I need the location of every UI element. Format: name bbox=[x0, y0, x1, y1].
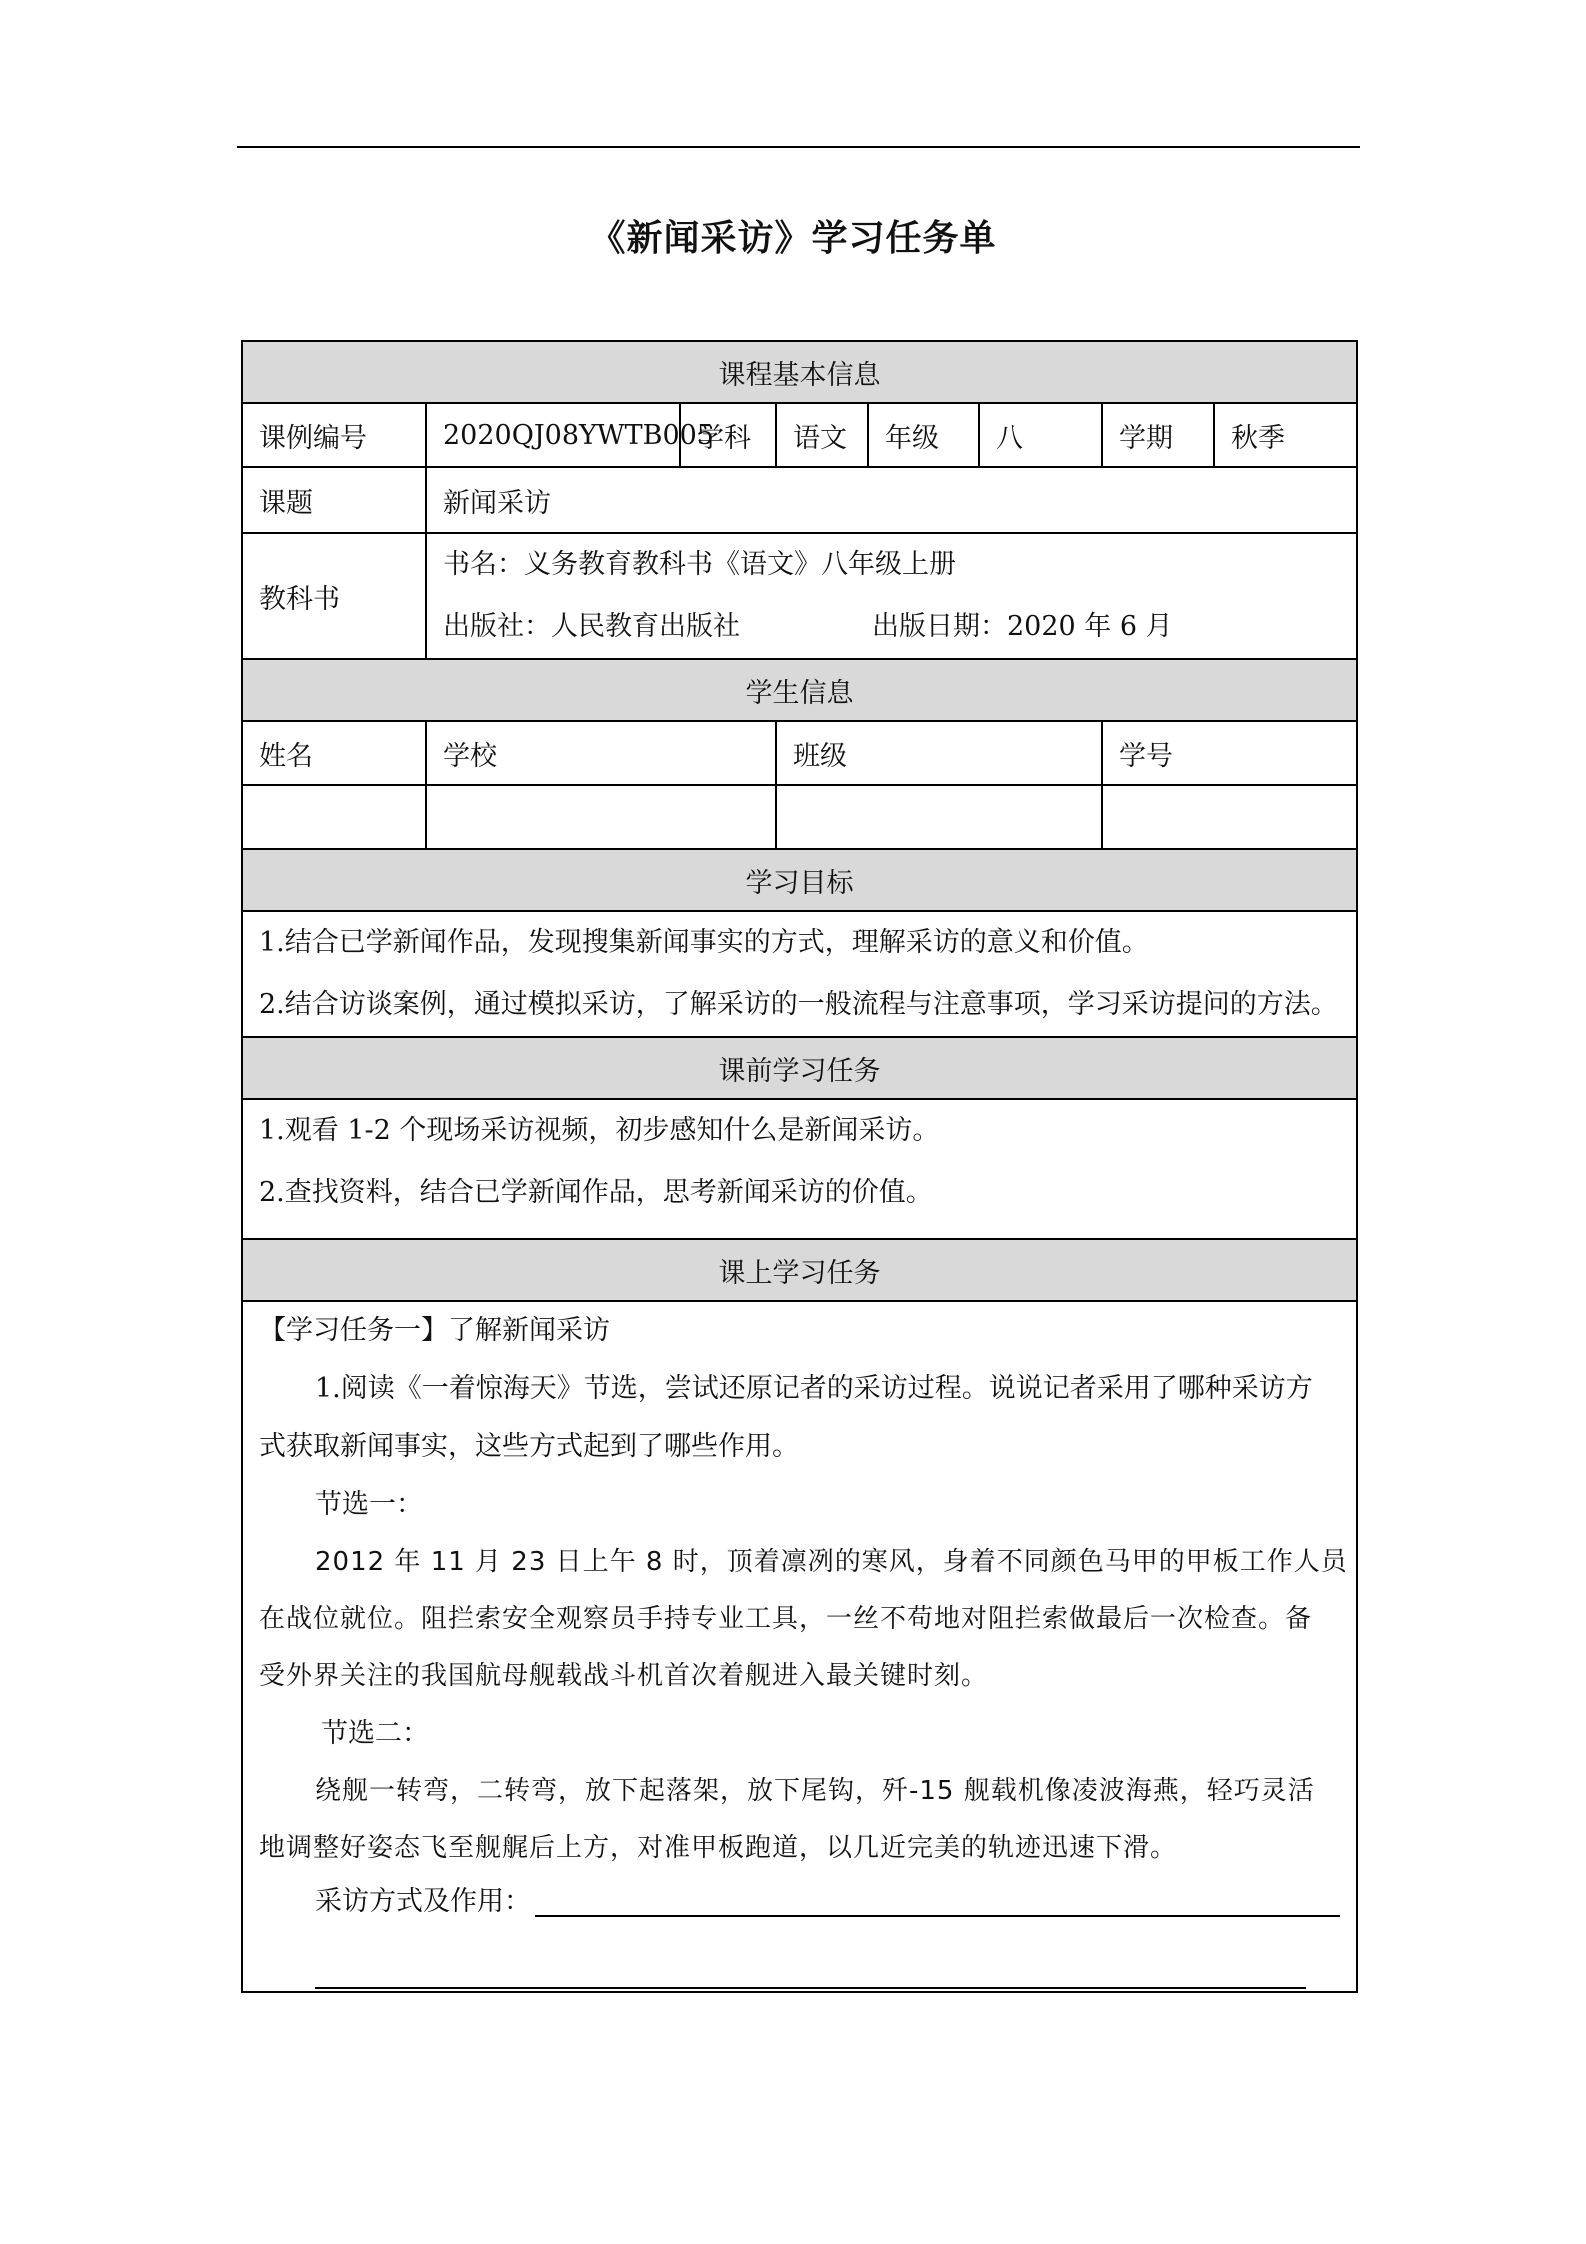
grade-label: 年级 bbox=[868, 403, 979, 467]
topic-row bbox=[242, 467, 1357, 533]
excerpt-1-line: 受外界关注的我国航母舰载战斗机首次着舰进入最关键时刻。 bbox=[259, 1661, 989, 1691]
question-1-line-1: 1.阅读《一着惊海天》节选，尝试还原记者的采访过程。说说记者采用了哪种采访方 bbox=[315, 1373, 1313, 1404]
textbook-label: 教科书 bbox=[242, 533, 426, 659]
goals-list bbox=[242, 911, 1357, 1037]
excerpt-2-line: 地调整好姿态飞至舰艉后上方，对准甲板跑道，以几近完美的轨迹迅速下滑。 bbox=[259, 1833, 1178, 1863]
term-value: 秋季 bbox=[1214, 403, 1357, 467]
excerpt-1-label: 节选一： bbox=[315, 1489, 423, 1520]
pre-class-list bbox=[242, 1099, 1357, 1239]
student-input-row bbox=[242, 785, 1357, 849]
course-info-header-row bbox=[242, 341, 1357, 403]
answer-row-2 bbox=[259, 1935, 1340, 1991]
student-label-row bbox=[242, 721, 1357, 785]
student-info-header-row bbox=[242, 659, 1357, 721]
student-id-field[interactable] bbox=[1102, 785, 1357, 849]
course-meta-row bbox=[242, 403, 1357, 467]
excerpt-1-line: 在战位就位。阻拦索安全观察员手持专业工具，一丝不苟地对阻拦索做最后一次检查。备 bbox=[259, 1604, 1313, 1634]
answer-blank-line-2[interactable] bbox=[315, 1986, 1306, 1989]
task-title: 【学习任务一】了解新闻采访 bbox=[259, 1315, 610, 1346]
class-label: 班级 bbox=[776, 721, 1102, 785]
student-info-header: 学生信息 bbox=[242, 659, 1357, 721]
book-name: 书名：义务教育教科书《语文》八年级上册 bbox=[443, 549, 956, 580]
student-id-label: 学号 bbox=[1102, 721, 1357, 785]
pre-class-header-row bbox=[242, 1037, 1357, 1099]
question-1-line-2: 式获取新闻事实，这些方式起到了哪些作用。 bbox=[259, 1431, 799, 1462]
school-label: 学校 bbox=[426, 721, 776, 785]
grade-value: 八 bbox=[979, 403, 1102, 467]
answer-blank-line-1[interactable] bbox=[535, 1914, 1340, 1917]
school-field[interactable] bbox=[426, 785, 776, 849]
publisher-line bbox=[443, 596, 1340, 658]
pre-class-row bbox=[242, 1099, 1357, 1239]
goal-item: 2.结合访谈案例，通过模拟采访，了解采访的一般流程与注意事项，学习采访提问的方法。 bbox=[259, 989, 1338, 1020]
worksheet-table bbox=[241, 340, 1358, 1993]
publisher: 出版社：人民教育出版社 bbox=[443, 611, 740, 642]
course-info-header: 课程基本信息 bbox=[242, 341, 1357, 403]
in-class-row bbox=[242, 1301, 1357, 1992]
name-label: 姓名 bbox=[242, 721, 426, 785]
subject-label: 学科 bbox=[680, 403, 776, 467]
in-class-header-row bbox=[242, 1239, 1357, 1301]
in-class-content bbox=[242, 1301, 1357, 1992]
case-id-label: 课例编号 bbox=[242, 403, 426, 467]
pre-class-item: 2.查找资料，结合已学新闻作品，思考新闻采访的价值。 bbox=[259, 1177, 933, 1208]
page-title: 《新闻采访》学习任务单 bbox=[589, 218, 997, 259]
answer-row bbox=[259, 1877, 1340, 1935]
answer-label: 采访方式及作用： bbox=[315, 1886, 531, 1917]
goals-header-row bbox=[242, 849, 1357, 911]
topic-label: 课题 bbox=[242, 467, 426, 533]
excerpt-2-label: 节选二： bbox=[321, 1718, 429, 1749]
case-id-value: 2020QJ08YWTB005 bbox=[426, 403, 680, 467]
subject-value: 语文 bbox=[776, 403, 868, 467]
topic-value: 新闻采访 bbox=[426, 467, 1357, 533]
goals-row bbox=[242, 911, 1357, 1037]
textbook-row bbox=[242, 533, 1357, 659]
name-field[interactable] bbox=[242, 785, 426, 849]
class-field[interactable] bbox=[776, 785, 1102, 849]
pre-class-header: 课前学习任务 bbox=[242, 1037, 1357, 1099]
publish-date: 出版日期：2020 年 6 月 bbox=[872, 611, 1173, 642]
pre-class-item: 1.观看 1-2 个现场采访视频，初步感知什么是新闻采访。 bbox=[259, 1115, 940, 1146]
goal-item: 1.结合已学新闻作品，发现搜集新闻事实的方式，理解采访的意义和价值。 bbox=[259, 927, 1149, 958]
header-rule bbox=[237, 146, 1360, 148]
in-class-header: 课上学习任务 bbox=[242, 1239, 1357, 1301]
excerpt-2-line: 绕舰一转弯，二转弯，放下起落架，放下尾钩，歼-15 舰载机像凌波海燕，轻巧灵活 bbox=[315, 1776, 1315, 1806]
excerpt-1-line: 2012 年 11 月 23 日上午 8 时，顶着凛冽的寒风，身着不同颜色马甲的甲板工作人员 bbox=[315, 1547, 1348, 1577]
goals-header: 学习目标 bbox=[242, 849, 1357, 911]
textbook-info bbox=[426, 533, 1357, 659]
term-label: 学期 bbox=[1102, 403, 1214, 467]
